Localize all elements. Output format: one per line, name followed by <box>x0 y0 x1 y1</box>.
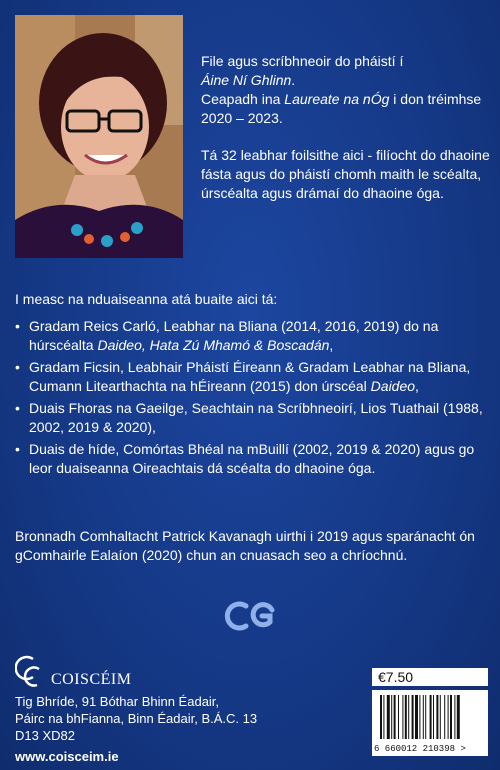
award-title: Daideo <box>370 378 416 394</box>
publisher-logo-row <box>15 655 315 689</box>
author-photo <box>15 15 183 258</box>
author-name: Áine Ní Ghlinn <box>201 72 292 88</box>
award-item <box>15 317 487 355</box>
laureate-title: Laureate na nÓg <box>284 91 390 107</box>
award-punct: , <box>329 337 334 353</box>
awards-list <box>15 317 487 481</box>
fellowship-note: Bronnadh Comhaltacht Patrick Kavanagh uirthi i 2019 agus sparánacht ón gComhairle Ealaíon (2020) chun an cnuasach seo a chríochnú. <box>15 528 475 563</box>
award-text: Duais Fhoras na Gaeilge, Seachtain na Scríbhneoirí, Lios Tuathail (1988, 2002, 2019 & 2020), <box>29 400 483 435</box>
bio-paragraph-2: Tá 32 leabhar foilsithe aici - filíocht do dhaoine fásta agus do pháistí chomh maith le scéalta, úrscéalta agus drámaí do dhaoine óga. <box>201 147 490 201</box>
award-text: Gradam Ficsin, Leabhair Pháistí Éireann & Gradam Leabhar na Bliana, Cumann Litearthachta na hÉireann (2015) don úrscéal <box>29 359 471 394</box>
bio-paragraph-1 <box>201 52 491 128</box>
awards-intro: I measc na nduaiseanna atá buaite aici tá: <box>15 291 278 307</box>
award-text: Gradam Reics Carló, Leabhar na Bliana (2014, 2016, 2019) do na húrscéalta <box>29 318 439 353</box>
publisher-address <box>15 693 315 744</box>
award-title: Daideo, Hata Zú Mhamó & Boscadán <box>97 337 330 353</box>
author-bio <box>201 52 491 221</box>
address-line: Páirc na bhFianna, Binn Éadair, B.Á.C. 13 <box>15 711 258 726</box>
cg-logo-icon <box>220 600 280 632</box>
address-line: Tig Bhríde, 91 Bóthar Bhinn Éadair, <box>15 694 220 709</box>
award-item <box>15 399 487 437</box>
author-portrait-illustration <box>15 15 183 258</box>
barcode-number: 6 660012 210398 > <box>374 744 466 754</box>
barcode <box>372 690 488 756</box>
bio-line-1: File agus scríbhneoir do pháistí í <box>201 53 404 69</box>
publisher-name: COISCÉIM <box>51 671 132 688</box>
barcode-bars <box>380 695 480 739</box>
award-item <box>15 358 487 396</box>
publisher-block <box>15 655 315 765</box>
price-label: €7.50 <box>372 668 488 686</box>
address-line: D13 XD82 <box>15 728 75 743</box>
bio-line-3-end: i don tréimhse 2020 – 2023. <box>201 91 482 126</box>
publisher-website: www.coisceim.ie <box>15 749 119 764</box>
bio-punct: . <box>291 72 296 88</box>
bio-line-3-start: Ceapadh ina <box>201 91 285 107</box>
award-punct: , <box>415 378 419 394</box>
coisceim-logo-icon <box>15 655 45 689</box>
award-item <box>15 440 487 478</box>
award-text: Duais de híde, Comórtas Bhéal na mBuillí (2002, 2019 & 2020) agus go leor duaiseanna Oireachtais dá scéalta do dhaoine óga. <box>29 441 475 476</box>
